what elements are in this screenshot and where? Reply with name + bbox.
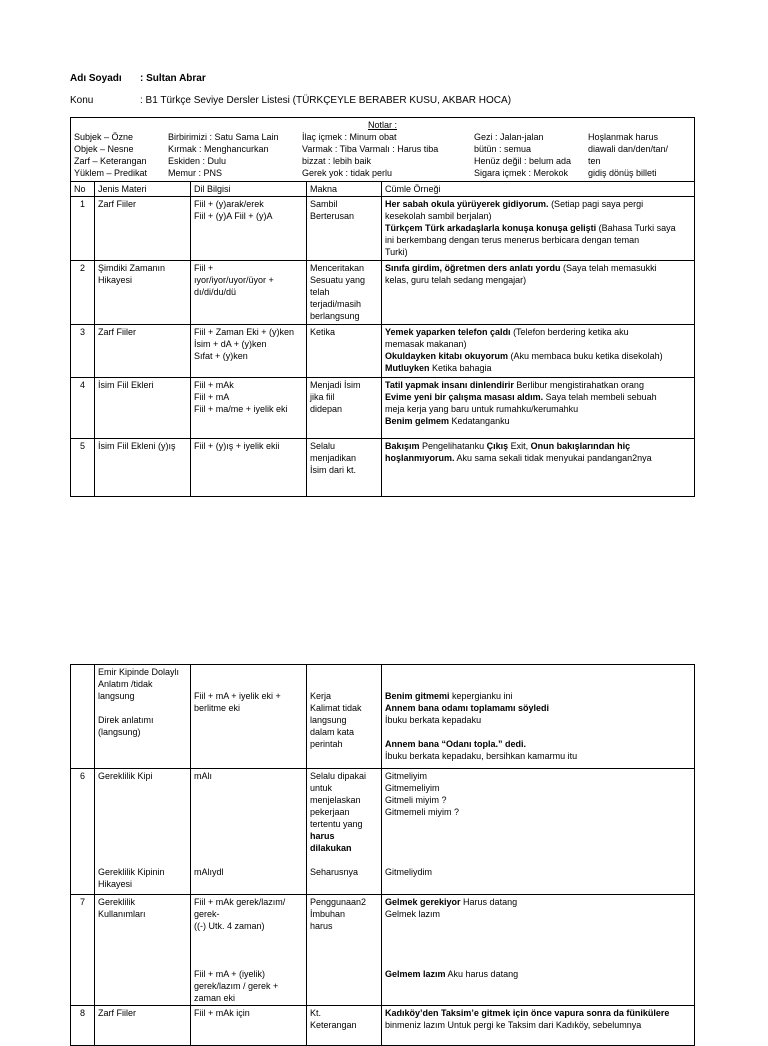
lesson-row bbox=[71, 197, 695, 261]
notes-cell: Memur : PNS bbox=[168, 168, 223, 178]
example-translation: kepergianku ini bbox=[449, 691, 513, 701]
notes-cell: Kırmak : Menghancurkan bbox=[168, 144, 269, 154]
example-turkish: Çıkış bbox=[486, 441, 509, 451]
row-materi: Emir Kipinde Dolaylı Anlatım /tidak langsung Direk anlatımı (langsung) bbox=[95, 665, 191, 769]
example-line bbox=[385, 770, 691, 782]
example-turkish: Yemek yaparken telefon çaldı bbox=[385, 327, 511, 337]
notes-cell: bütün : semua bbox=[474, 144, 532, 154]
notes-cell: Zarf – Keterangan bbox=[74, 156, 147, 166]
example-line bbox=[385, 262, 691, 274]
col-header-makna: Makna bbox=[307, 182, 382, 197]
row-number bbox=[71, 665, 95, 769]
example-line bbox=[385, 702, 691, 714]
row-makna: Penggunaan2 İmbuhan harus bbox=[307, 895, 382, 1006]
row-number: 1 bbox=[71, 197, 95, 261]
lesson-row bbox=[71, 665, 695, 769]
row-makna: Kt. Keterangan bbox=[307, 1006, 382, 1046]
notes-cell: gidiş dönüş billeti bbox=[588, 168, 657, 178]
example-turkish: Benim gelmem bbox=[385, 416, 450, 426]
example-translation: Ketika bahagia bbox=[429, 363, 492, 373]
lesson-row bbox=[71, 378, 695, 439]
topic-row bbox=[70, 94, 511, 107]
blank-line bbox=[385, 666, 691, 678]
row-dil-bilgisi: Fiil + mA + iyelik eki + berlitme eki bbox=[191, 665, 307, 769]
blank-line bbox=[385, 726, 691, 738]
notes-cell: diawali dan/den/tan/ bbox=[588, 144, 669, 154]
example-cell bbox=[382, 439, 695, 497]
example-line bbox=[385, 222, 691, 234]
notes-cell: Birbirimizi : Satu Sama Lain bbox=[168, 132, 279, 142]
example-cell bbox=[382, 261, 695, 325]
row-materi: İsim Fiil Ekleri bbox=[95, 378, 191, 439]
example-turkish: Mutluyken bbox=[385, 363, 430, 373]
example-cell bbox=[382, 895, 695, 1006]
example-line bbox=[385, 246, 691, 258]
example-translation: Gitmemeli miyim ? bbox=[385, 807, 460, 817]
row-materi: Gereklilik Kullanımları bbox=[95, 895, 191, 1006]
example-line bbox=[385, 782, 691, 794]
topic-label: Konu bbox=[70, 95, 94, 106]
example-line bbox=[385, 968, 691, 980]
example-turkish: Her sabah okula yürüyerek gidiyorum. bbox=[385, 199, 549, 209]
example-translation: İbuku berkata kepadaku, bersihkan kamarmu itu bbox=[385, 751, 578, 761]
example-translation: kelas, guru telah sedang mengajar) bbox=[385, 275, 527, 285]
example-line bbox=[385, 415, 691, 427]
example-turkish: Bakışım bbox=[385, 441, 420, 451]
name-label: Adı Soyadı bbox=[70, 73, 122, 84]
row-materi: Gereklilik Kipi Gereklilik Kipinin Hikayesi bbox=[95, 769, 191, 895]
example-translation: Berlibur mengistirahatkan orang bbox=[513, 380, 644, 390]
row-makna: Menceritakan Sesuatu yang telah terjadi/masih berlangsung bbox=[307, 261, 382, 325]
row-dil-bilgisi: mAlı mAlıydl bbox=[191, 769, 307, 895]
name-value: : Sultan Abrar bbox=[140, 73, 206, 84]
example-cell bbox=[382, 769, 695, 895]
example-line bbox=[385, 1007, 691, 1019]
example-translation: meja kerja yang baru untuk rumahku/kerumahku bbox=[385, 404, 579, 414]
notes-cell: Objek – Nesne bbox=[74, 144, 134, 154]
row-dil-bilgisi: Fiil + mAk Fiil + mA Fiil + ma/me + iyelik eki bbox=[191, 378, 307, 439]
example-translation: (Saya telah memasukki bbox=[560, 263, 657, 273]
example-line bbox=[385, 362, 691, 374]
column-header-row bbox=[71, 182, 695, 197]
notes-cell: Henüz değil : belum ada bbox=[474, 156, 572, 166]
lesson-row bbox=[71, 1006, 695, 1046]
example-translation: Gitmeli miyim ? bbox=[385, 795, 447, 805]
example-turkish: Annem bana odamı toplamamı söyledi bbox=[385, 703, 550, 713]
row-dil-bilgisi: Fiil + mAk gerek/lazım/ gerek- ((-) Utk. 4 zaman) Fiil + mA + (iyelik) gerek/lazım / gerek + zaman eki bbox=[191, 895, 307, 1006]
blank-line bbox=[385, 830, 691, 842]
row-number: 2 bbox=[71, 261, 95, 325]
example-turkish: Tatil yapmak insanı dinlendirir bbox=[385, 380, 514, 390]
row-number: 8 bbox=[71, 1006, 95, 1046]
row-makna: Menjadi İsim jika fiil didepan bbox=[307, 378, 382, 439]
example-line bbox=[385, 896, 691, 908]
example-line bbox=[385, 210, 691, 222]
example-line bbox=[385, 338, 691, 350]
example-turkish: Gelmek gerekiyor bbox=[385, 897, 461, 907]
row-number: 7 bbox=[71, 895, 95, 1006]
blank-line bbox=[385, 678, 691, 690]
blank-line bbox=[385, 944, 691, 956]
example-translation: (Setiap pagi saya pergi bbox=[548, 199, 644, 209]
example-line bbox=[385, 350, 691, 362]
row-makna: Sambil Berterusan bbox=[307, 197, 382, 261]
notes-cell: bizzat : lebih baik bbox=[302, 156, 372, 166]
row-dil-bilgisi: Fiil + (y)arak/erek Fiil + (y)A Fiil + (y)A bbox=[191, 197, 307, 261]
notes-row bbox=[71, 118, 695, 182]
notes-cell: Hoşlanmak harus bbox=[588, 132, 659, 142]
example-turkish: Kadıköy’den Taksim’e gitmek için önce vapura sonra da fünikülere bbox=[385, 1008, 670, 1018]
topic-value: : B1 Türkçe Seviye Dersler Listesi (TÜRKÇEYLE BERABER KUSU, AKBAR HOCA) bbox=[140, 95, 512, 106]
example-line bbox=[385, 274, 691, 286]
example-translation: memasak makanan) bbox=[385, 339, 467, 349]
blank-line bbox=[385, 956, 691, 968]
example-turkish: Türkçem Türk arkadaşlarla konuşa konuşa gelişti bbox=[385, 223, 597, 233]
col-header-ornek: Cümle Örneği bbox=[382, 182, 695, 197]
example-turkish: Onun bakışlarından hiç bbox=[530, 441, 631, 451]
example-translation: İbuku berkata kepadaku bbox=[385, 715, 482, 725]
example-cell bbox=[382, 378, 695, 439]
makna-part: Seharusnya bbox=[310, 867, 359, 877]
example-translation: Gitmeliydim bbox=[385, 867, 433, 877]
row-materi: Zarf Fiiler bbox=[95, 1006, 191, 1046]
example-translation: Saya telah membeli sebuah bbox=[543, 392, 657, 402]
example-turkish: Gelmem lazım bbox=[385, 969, 446, 979]
example-line bbox=[385, 794, 691, 806]
example-translation: (Bahasa Turki saya bbox=[596, 223, 676, 233]
notes-title: Notlar : bbox=[367, 120, 397, 130]
row-number: 4 bbox=[71, 378, 95, 439]
example-line bbox=[385, 326, 691, 338]
row-materi: Zarf Fiiler bbox=[95, 197, 191, 261]
blank-line bbox=[385, 854, 691, 866]
example-translation: Gitmeliyim bbox=[385, 771, 427, 781]
example-turkish: Benim gitmemi bbox=[385, 691, 450, 701]
example-line bbox=[385, 234, 691, 246]
example-line bbox=[385, 440, 691, 452]
example-translation: binmeniz lazım Untuk pergi ke Taksim dari Kadıköy, sebelumnya bbox=[385, 1020, 642, 1030]
example-line bbox=[385, 379, 691, 391]
lesson-table-page-2 bbox=[70, 664, 695, 1046]
notes-cell: Gezi : Jalan-jalan bbox=[474, 132, 544, 142]
lesson-row bbox=[71, 261, 695, 325]
example-cell bbox=[382, 1006, 695, 1046]
example-translation: kesekolah sambil berjalan) bbox=[385, 211, 492, 221]
notes-cell: Yüklem – Predikat bbox=[74, 168, 148, 178]
blank-line bbox=[385, 842, 691, 854]
example-line bbox=[385, 738, 691, 750]
row-dil-bilgisi: Fiil + Zaman Eki + (y)ken İsim + dA + (y)ken Sıfat + (y)ken bbox=[191, 325, 307, 378]
blank-line bbox=[385, 818, 691, 830]
row-materi: İsim Fiil Ekleni (y)ış bbox=[95, 439, 191, 497]
example-turkish: hoşlanmıyorum. bbox=[385, 453, 455, 463]
example-line bbox=[385, 198, 691, 210]
example-line bbox=[385, 403, 691, 415]
example-line bbox=[385, 391, 691, 403]
lesson-row bbox=[71, 439, 695, 497]
row-number: 5 bbox=[71, 439, 95, 497]
row-makna: Ketika bbox=[307, 325, 382, 378]
notes-cell: Subjek – Özne bbox=[74, 132, 134, 142]
makna-part: Selalu dipakai untuk menjelaskan pekerjaan tertentu yang bbox=[310, 771, 367, 829]
example-cell bbox=[382, 325, 695, 378]
example-turkish: Okuldayken kitabı okuyorum bbox=[385, 351, 509, 361]
example-translation: Aku sama sekali tidak menyukai pandangan2nya bbox=[454, 453, 652, 463]
example-translation: Pengelihatanku bbox=[419, 441, 487, 451]
row-number: 3 bbox=[71, 325, 95, 378]
col-header-dil: Dil Bilgisi bbox=[191, 182, 307, 197]
example-line bbox=[385, 690, 691, 702]
example-translation: (Telefon berdering ketika aku bbox=[510, 327, 629, 337]
example-cell bbox=[382, 665, 695, 769]
row-dil-bilgisi: Fiil + mAk için bbox=[191, 1006, 307, 1046]
row-materi: Zarf Fiiler bbox=[95, 325, 191, 378]
blank-line bbox=[385, 932, 691, 944]
notes-cell: İlaç içmek : Minum obat bbox=[302, 132, 397, 142]
example-translation: Gelmek lazım bbox=[385, 909, 441, 919]
example-turkish: Sınıfa girdim, öğretmen ders anlatı yordu bbox=[385, 263, 561, 273]
example-line bbox=[385, 750, 691, 762]
example-translation: Aku harus datang bbox=[445, 969, 519, 979]
example-line bbox=[385, 908, 691, 920]
makna-part: harus dilakukan bbox=[310, 831, 352, 853]
notes-cell: Gerek yok : tidak perlu bbox=[302, 168, 393, 178]
lesson-row bbox=[71, 895, 695, 1006]
example-translation: (Aku membaca buku ketika disekolah) bbox=[508, 351, 663, 361]
notes-cell: Varmak : Tiba Varmalı : Harus tiba bbox=[302, 144, 439, 154]
row-makna bbox=[307, 769, 382, 895]
lesson-table-page-1 bbox=[70, 117, 695, 497]
blank-line bbox=[385, 920, 691, 932]
row-makna: Kerja Kalimat tidak langsung dalam kata perintah bbox=[307, 665, 382, 769]
row-dil-bilgisi: Fiil + ıyor/iyor/uyor/üyor + dı/di/du/dü bbox=[191, 261, 307, 325]
name-row bbox=[70, 72, 206, 85]
example-translation: ini berkembang dengan terus menerus berbicara dengan teman bbox=[385, 235, 640, 245]
example-line bbox=[385, 806, 691, 818]
example-line bbox=[385, 1019, 691, 1031]
example-translation: Gitmemeliyim bbox=[385, 783, 440, 793]
example-line bbox=[385, 714, 691, 726]
example-translation: Kedatanganku bbox=[449, 416, 510, 426]
example-line bbox=[385, 866, 691, 878]
notes-cell: ten bbox=[588, 156, 601, 166]
example-translation: Harus datang bbox=[460, 897, 518, 907]
row-materi: Şimdiki Zamanın Hikayesi bbox=[95, 261, 191, 325]
col-header-no: No bbox=[71, 182, 95, 197]
row-dil-bilgisi: Fiil + (y)ış + iyelik ekii bbox=[191, 439, 307, 497]
row-makna: Selalu menjadikan İsim dari kt. bbox=[307, 439, 382, 497]
lesson-row bbox=[71, 325, 695, 378]
notes-cell: Sigara içmek : Merokok bbox=[474, 168, 569, 178]
col-header-materi: Jenis Materi bbox=[95, 182, 191, 197]
example-translation: Exit, bbox=[508, 441, 531, 451]
example-turkish: Evime yeni bir çalışma masası aldım. bbox=[385, 392, 544, 402]
example-cell bbox=[382, 197, 695, 261]
example-line bbox=[385, 452, 691, 464]
example-translation: Turki) bbox=[385, 247, 408, 257]
example-turkish: Annem bana “Odanı topla.” dedi. bbox=[385, 739, 527, 749]
lesson-row bbox=[71, 769, 695, 895]
row-number: 6 bbox=[71, 769, 95, 895]
notes-grid bbox=[74, 131, 691, 179]
notes-cell: Eskiden : Dulu bbox=[168, 156, 227, 166]
